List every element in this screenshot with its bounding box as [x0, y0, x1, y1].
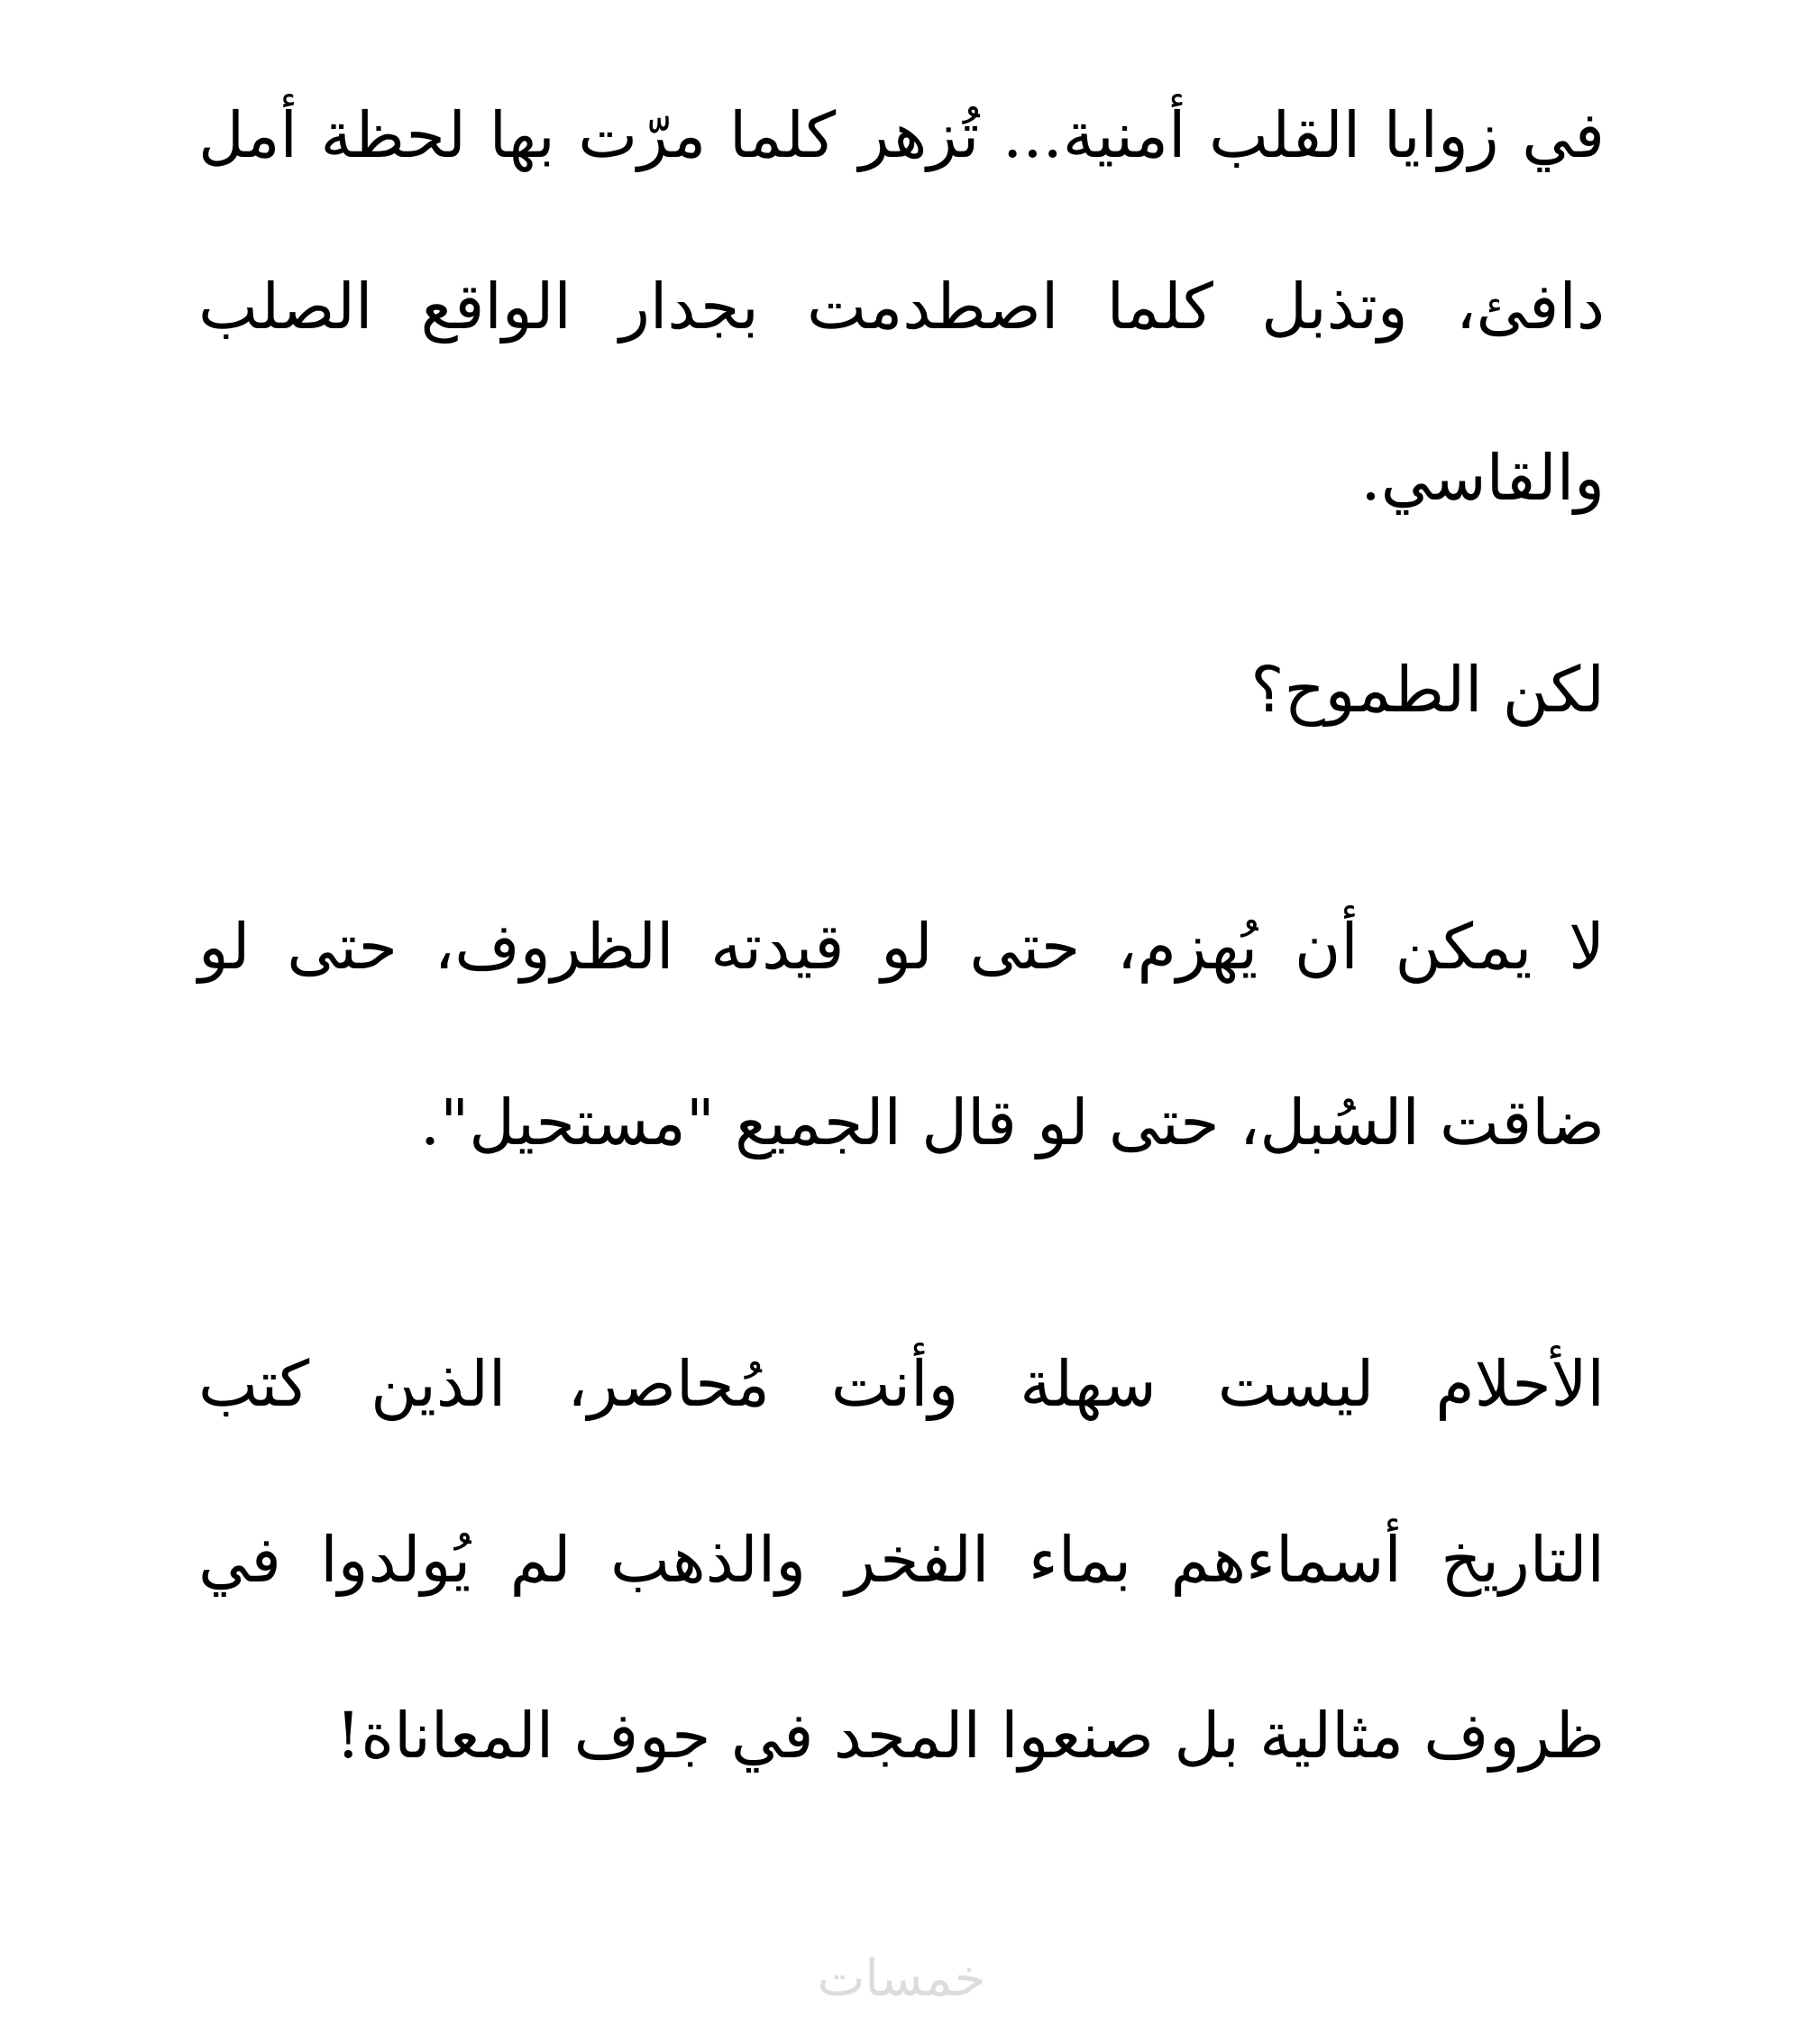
paragraph-1-line-1: في زوايا القلب أمنية... تُزهر كلما مرّت بها لحظة أمل	[198, 98, 1605, 172]
paragraph-3-line-2: ضاقت السُبل، حتى لو قال الجميع "مستحيل".	[419, 1086, 1605, 1159]
paragraph-4-line-3: ظروف مثالية بل صنعوا المجد في جوف المعاناة!	[335, 1699, 1605, 1773]
paragraph-4-line-1: الأحلام ليست سهلة وأنت مُحاصر، الذين كتب	[198, 1347, 1605, 1421]
paragraph-1-line-3: والقاسي.	[1360, 441, 1605, 515]
watermark-logo: خمسات	[817, 1949, 986, 2008]
paragraph-3-line-1: لا يمكن أن يُهزم، حتى لو قيدته الظروف، حتى لو	[198, 910, 1605, 984]
paragraph-1-line-2: دافئ، وتذبل كلما اصطدمت بجدار الواقع الصلب	[198, 270, 1605, 344]
paragraph-4-line-2: التاريخ أسماءهم بماء الفخر والذهب لم يُولدوا في	[198, 1523, 1605, 1597]
paragraph-2-line-1: لكن الطموح؟	[1250, 653, 1605, 727]
